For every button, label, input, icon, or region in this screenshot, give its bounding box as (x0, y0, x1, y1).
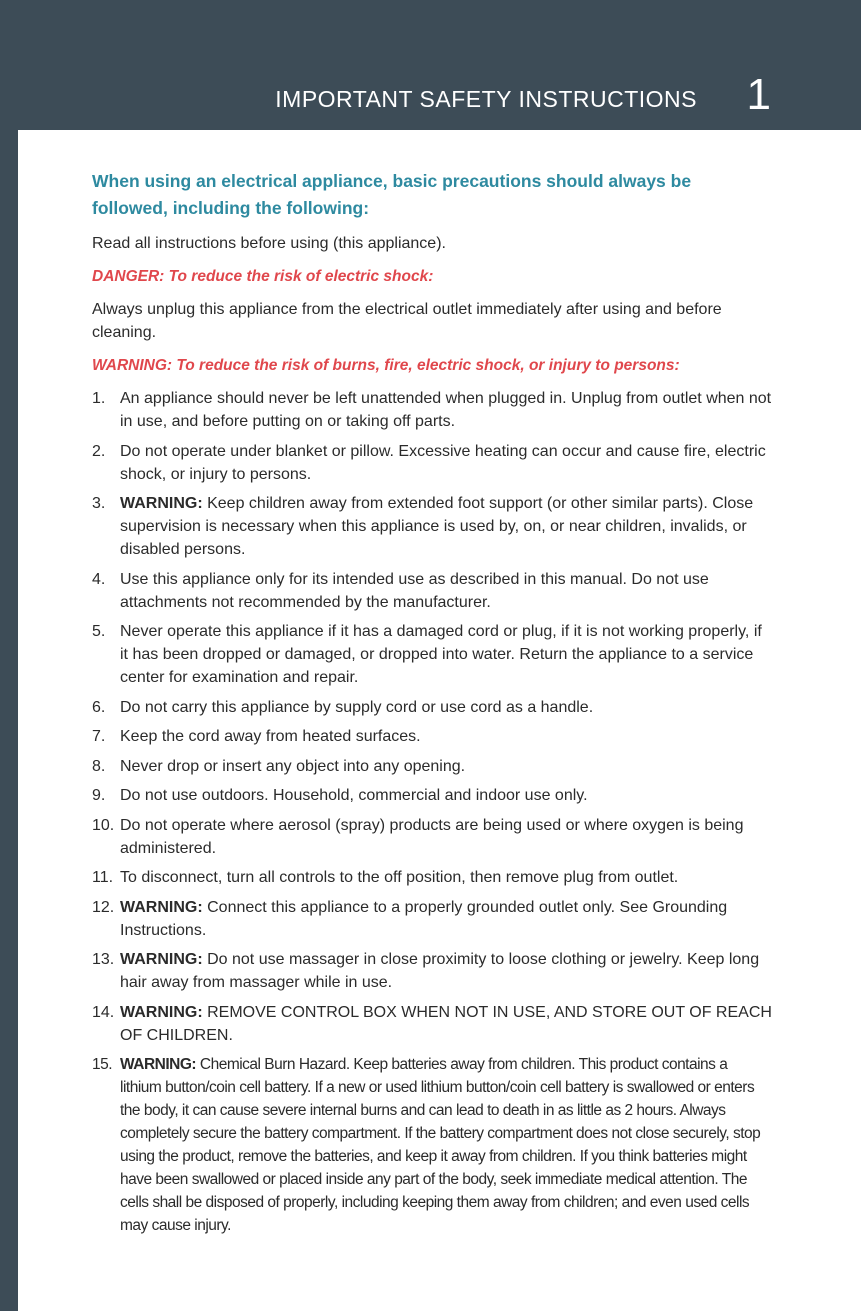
list-item (92, 696, 772, 719)
item-text: To disconnect, turn all controls to the off position, then remove plug from outlet. (120, 869, 679, 886)
side-strip (0, 0, 18, 1311)
item-text: Chemical Burn Hazard. Keep batteries away from children. This product contains a lithium button/coin cell battery. If a new or used lithium button/coin cell battery is swallowed or enters the body, it can cause severe internal burns and can lead to death in as little as 2 hours. Always completely secure the battery compartment. If the battery compartment does not close securely, stop using the product, remove the batteries, and keep it away from children. If you think batteries might have been swallowed or placed inside any part of the body, seek immediate medical attention. The cells shall be disposed of properly, including keeping them away from children; and even used cells may cause injury. (120, 1056, 761, 1234)
item-text: Do not operate under blanket or pillow. Excessive heating can occur and cause fire, electric shock, or injury to persons. (120, 442, 766, 483)
warning-heading: WARNING: To reduce the risk of burns, fire, electric shock, or injury to persons: (92, 357, 680, 374)
item-text: Never drop or insert any object into any opening. (120, 757, 466, 775)
list-item (92, 1001, 772, 1047)
item-number: 8. (92, 757, 106, 775)
list-item (92, 492, 772, 561)
item-number: 6. (92, 698, 106, 716)
list-item (92, 387, 772, 433)
item-text: Do not carry this appliance by supply cord or use cord as a handle. (120, 698, 594, 716)
item-text: Connect this appliance to a properly grounded outlet only. See Grounding Instructions. (120, 898, 728, 939)
item-number: 15. (92, 1056, 113, 1073)
safety-list (92, 387, 772, 1237)
item-text: Use this appliance only for its intended use as described in this manual. Do not use attachments not recommended by the manufacturer. (120, 570, 709, 611)
warning-label: WARNING: (120, 1056, 197, 1073)
list-item (92, 755, 772, 778)
item-number: 14. (92, 1003, 115, 1021)
list-item (92, 1053, 772, 1237)
item-text: An appliance should never be left unattended when plugged in. Unplug from outlet when not in use, and before putting on or taking off parts. (120, 390, 772, 430)
list-item (92, 948, 772, 994)
item-number: 13. (92, 951, 115, 968)
item-text: Never operate this appliance if it has a damaged cord or plug, if it is not working properly, if it has been dropped or damaged, or dropped into water. Return the appliance to a service center for examination and repair. (120, 623, 762, 686)
list-item (92, 440, 772, 486)
item-number: 4. (92, 570, 106, 588)
page-header (18, 0, 861, 130)
list-item (92, 784, 772, 807)
item-number: 1. (92, 390, 106, 407)
item-text: Keep children away from extended foot support (or other similar parts). Close supervision is necessary when this appliance is used by, on, or near children, invalids, or disabled persons. (120, 495, 754, 558)
list-item (92, 896, 772, 942)
page-title: IMPORTANT SAFETY INSTRUCTIONS (275, 86, 697, 112)
item-number: 3. (92, 495, 106, 512)
danger-heading: DANGER: To reduce the risk of electric shock: (92, 268, 434, 285)
page-number: 1 (746, 70, 771, 119)
item-text: Do not operate where aerosol (spray) products are being used or where oxygen is being administered. (120, 816, 744, 857)
warning-label: WARNING: (120, 1003, 203, 1021)
item-number: 12. (92, 898, 115, 916)
item-number: 2. (92, 442, 106, 460)
item-number: 9. (92, 787, 106, 804)
item-number: 5. (92, 623, 106, 640)
warning-label: WARNING: (120, 951, 203, 968)
intro-heading: When using an electrical appliance, basic precautions should always be followed, including the following: (92, 171, 692, 218)
list-item (92, 620, 772, 689)
item-text: REMOVE CONTROL BOX WHEN NOT IN USE, AND STORE OUT OF REACH OF CHILDREN. (120, 1003, 772, 1044)
warning-label: WARNING: (120, 898, 203, 916)
unplug-text: Always unplug this appliance from the electrical outlet immediately after using and before cleaning. (92, 301, 722, 341)
list-item (92, 568, 772, 614)
item-number: 7. (92, 728, 106, 745)
item-text: Do not use outdoors. Household, commercial and indoor use only. (120, 787, 588, 804)
list-item (92, 866, 772, 889)
list-item (92, 814, 772, 860)
list-item (92, 725, 772, 748)
item-text: Do not use massager in close proximity to loose clothing or jewelry. Keep long hair away from massager while in use. (120, 951, 760, 991)
content (92, 168, 772, 1244)
item-number: 10. (92, 816, 115, 834)
read-all-text: Read all instructions before using (this appliance). (92, 235, 446, 252)
item-text: Keep the cord away from heated surfaces. (120, 728, 421, 745)
item-number: 11. (92, 869, 114, 886)
warning-label: WARNING: (120, 495, 203, 512)
